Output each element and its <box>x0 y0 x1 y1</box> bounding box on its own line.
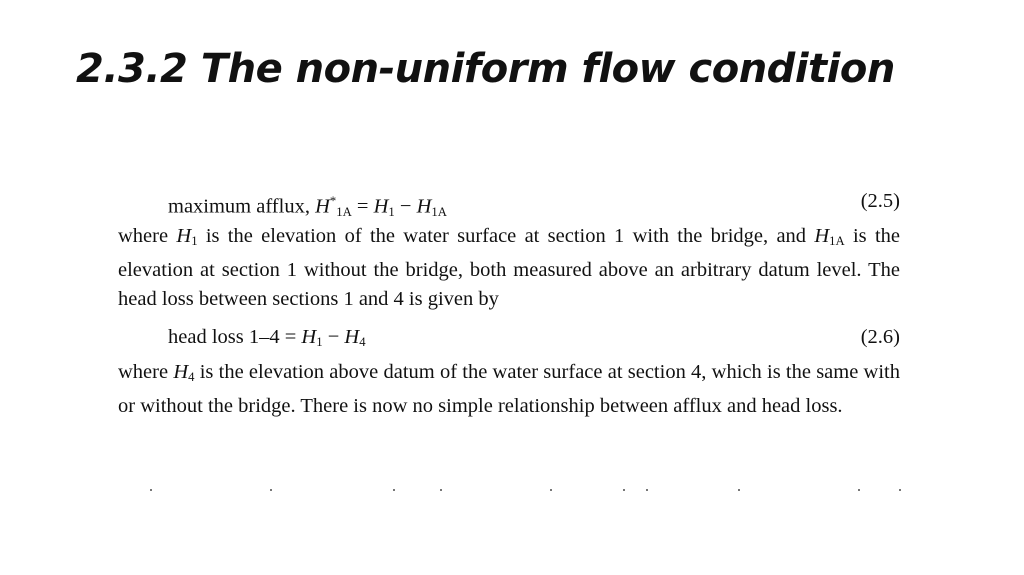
subscript-1: 1 <box>316 334 323 349</box>
minus-sign: − <box>394 195 417 218</box>
equation-2-5 <box>118 184 900 218</box>
equation-label: head loss 1–4 = <box>168 325 302 348</box>
symbol-H1A: H <box>814 225 830 247</box>
equation-2-6 <box>118 320 900 354</box>
symbol-H1A: H <box>416 195 432 218</box>
slide-title: 2.3.2 The non-uniform flow condition <box>76 46 895 92</box>
subscript-1A: 1A <box>829 234 845 249</box>
scan-cutoff-artifacts <box>118 489 900 491</box>
subscript-4: 4 <box>188 369 195 384</box>
text-run: is the elevation above datum of the water surface at section 4, which is the same with or without the bridge. There is now no simple relationship between afflux and head loss. <box>118 360 900 417</box>
text-run: where <box>118 360 174 383</box>
text-run: where <box>118 225 177 247</box>
symbol-H1: H <box>176 225 192 247</box>
symbol-H4: H <box>344 325 360 348</box>
subscript-1A: 1A <box>431 204 447 219</box>
symbol-H4: H <box>173 360 189 383</box>
subscript-1: 1 <box>388 204 395 219</box>
minus-sign: − <box>322 325 345 348</box>
equation-label: maximum afflux, <box>168 195 316 218</box>
symbol-H1: H <box>373 195 389 218</box>
equation-number: (2.6) <box>860 325 900 348</box>
subscript-4: 4 <box>359 334 366 349</box>
symbol-H: H <box>315 195 330 218</box>
scanned-text-excerpt <box>118 184 900 420</box>
text-run: is the elevation at section 1 without the bridge, both measured above an arbitrary datum level. The head loss between sections 1 and 4 is given by <box>118 225 900 310</box>
paragraph-2 <box>118 358 900 421</box>
superscript-star: * <box>329 194 337 208</box>
symbol-H1: H <box>301 325 317 348</box>
equals-sign: = <box>351 195 374 218</box>
paragraph-1 <box>118 222 900 314</box>
subscript-1: 1 <box>191 234 198 249</box>
equation-number: (2.5) <box>860 190 900 212</box>
subscript-1A: 1A <box>336 204 352 219</box>
text-run: is the elevation of the water surface at section 1 with the bridge, and <box>197 225 815 247</box>
